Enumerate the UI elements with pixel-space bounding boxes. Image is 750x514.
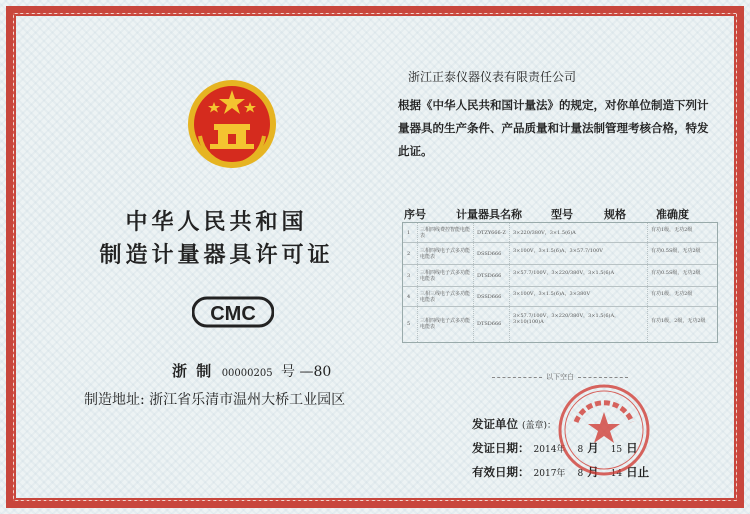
table-row: 3 三相四线电子式多功能电能表 DTSD666 3×57.7/100V，3×220/380V，3×1.5(6)A 有功0.5S级，无功2级 (403, 265, 717, 287)
national-emblem-icon (184, 76, 280, 172)
company-name: 浙江正泰仪器仪表有限责任公司 (408, 70, 577, 84)
valid-date-line: 有效日期： 2017年 8 月 14 日止 (472, 465, 650, 479)
license-number: 浙 制 00000205 号 —80 (172, 362, 332, 380)
table-row: 1 三相四线费控智能电能表 DTZY666-Z 3×220/380V，3×1.5(6)A 有功1级，无功2级 (403, 223, 717, 243)
issuer-line: 发证单位 (盖章)： (472, 417, 557, 431)
official-seal-icon (556, 382, 652, 478)
issue-date-line: 发证日期： 2014年 8 月 15 日 (472, 441, 638, 455)
instrument-table (402, 222, 718, 343)
svg-text:CMC: CMC (210, 303, 256, 325)
below-blank-note: 以下空白 (400, 372, 720, 382)
certificate-paragraph: 根据《中华人民共和国计量法》的规定，对你单位制造下列计量器具的生产条件、产品质量和计量法制管理考核合格，特发此证。 (398, 98, 709, 158)
table-row: 5 三相四线电子式多功能电能表 DTSD666 3×57.7/100V，3×220/380V，3×1.5(6)A，3×10(100)A 有功1级，2级，无功2级 (407, 313, 706, 330)
table-row: 2 三相四线电子式多功能电能表 DSSD666 3×100V，3×1.5(6)A，3×57.7/100V 有功0.5S级，无功2级 (403, 243, 717, 265)
manufacturing-address: 制造地址: 浙江省乐清市温州大桥工业园区 (84, 392, 346, 408)
left-panel (44, 40, 389, 510)
certificate-title-line1: 中华人民共和国 (125, 209, 308, 235)
table-row: 4 三相三线电子式多功能电能表 DSSD666 3×100V，3×1.5(6)A，3×380V 有功1级，无功2级 (403, 287, 717, 307)
cmc-logo-icon (192, 295, 274, 329)
certificate-title-line2: 制造计量器具许可证 (99, 242, 334, 268)
certificate: 中华人民共和国 制造计量器具许可证 CMC 浙 制 00000205 号 —80 制造地址: 浙江省乐清市温州大桥工业园区 浙江正泰仪器仪表有限责任公司 根据《中华人民共和国计量法》的规定，对你单位制造下列计量器具的生产条件、产品质量和计量法制管理考核合格，特发此证。 序号 计量器具名称 型号 规格 准确度 1 三相四线费控智能电能表 DTZY666-Z 3×220/380V，3×1.5(6)A 有功1级，无功2级 2 三相四线电子式多功能电能表 DSSD666 3×100V，3×1.5(6)A，3×57.7/100V 有功0.5S级，无功2级 3 三相四线电子式多功能电能表 DTSD666 3×57.7/100V，3×220/380V，3×1.5(6)A 有功0.5S级，无功2级 4 三相三线电子式多功能电能表 DSSD666 3×100V，3×1.5(6)A，3×380V 有功1级，无功2级 5 三相四线电子式多功能电能表 DTSD666 3×57.7/100V，3×220/380V，3×1.5(6)A，3×10(100)A 有功1级，2级，无功2级 以下空白 发证单位 (盖章)： 发证日期： 2014年 8 月 15 日 有效日期： 2017年 8 月 14 日止 (0, 0, 750, 514)
